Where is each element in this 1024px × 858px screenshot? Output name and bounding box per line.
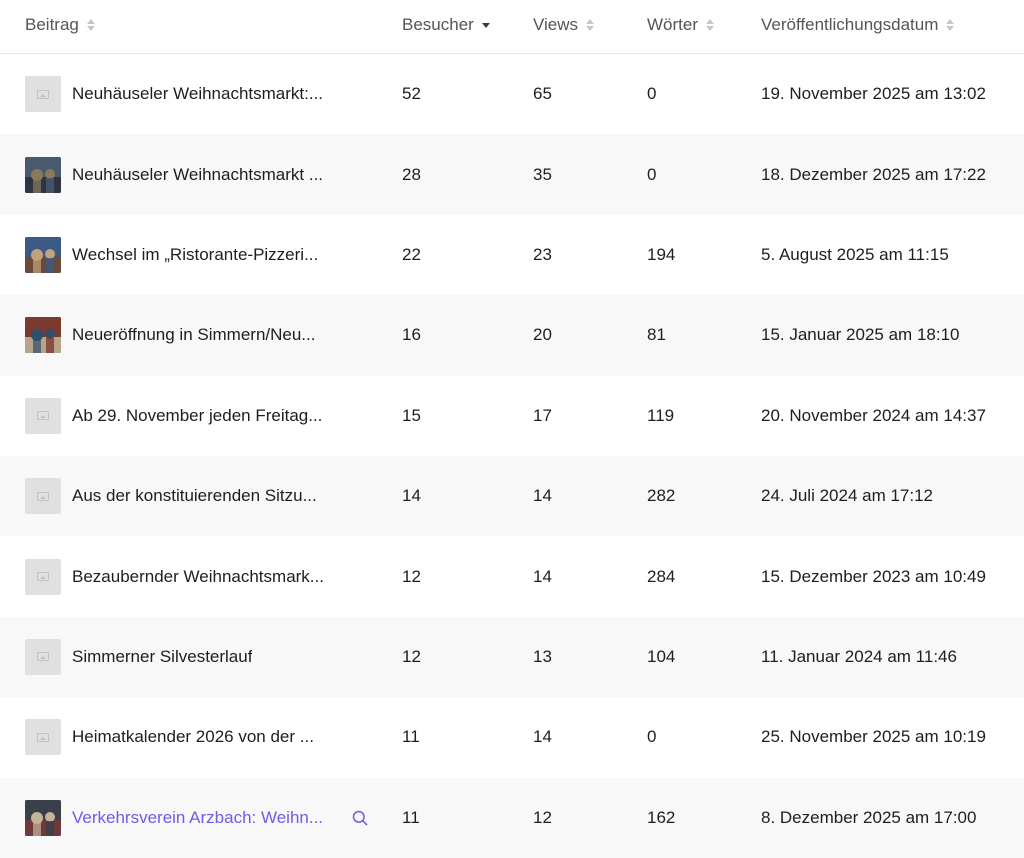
column-header-words-label: Wörter [647,15,698,34]
image-placeholder-icon [25,76,61,112]
post-thumbnail [25,157,61,193]
visitors-value: 11 [402,807,420,827]
table-row[interactable] [0,617,1024,697]
views-value: 35 [533,164,552,184]
publish-date: 15. Dezember 2023 am 10:49 [761,566,986,586]
publish-date: 24. Juli 2024 am 17:12 [761,486,934,506]
sort-icon [706,19,714,31]
column-header-post-label: Beitrag [25,15,79,34]
column-header-post[interactable] [25,15,95,35]
column-header-visitors[interactable] [402,15,490,35]
image-placeholder-icon [25,719,61,755]
visitors-value: 16 [402,325,421,345]
post-title-link[interactable]: Wechsel im „Ristorante-Pizzeri... [72,244,319,264]
visitors-value: 52 [402,84,421,104]
words-value: 0 [647,727,657,747]
words-value: 284 [647,566,676,586]
image-placeholder-icon [25,478,61,514]
visitors-value: 22 [402,244,421,264]
column-header-words[interactable] [647,15,714,35]
views-value: 20 [533,325,552,345]
publish-date: 19. November 2025 am 13:02 [761,84,986,104]
image-placeholder-icon [25,559,61,595]
table-row[interactable] [0,536,1024,616]
views-value: 14 [533,566,552,586]
words-value: 194 [647,244,676,264]
table-row[interactable] [0,697,1024,777]
post-title-link[interactable]: Ab 29. November jeden Freitag... [72,405,323,425]
column-header-visitors-label: Besucher [402,15,474,34]
words-value: 0 [647,84,657,104]
post-title-link[interactable]: Neuhäuseler Weihnachtsmarkt:... [72,84,324,104]
publish-date: 15. Januar 2025 am 18:10 [761,325,960,345]
table-body [0,54,1024,858]
column-header-views-label: Views [533,15,579,34]
table-row[interactable] [0,134,1024,214]
sort-icon [946,19,954,31]
views-value: 17 [533,405,552,425]
column-header-views[interactable] [533,15,594,35]
sort-icon [87,19,95,31]
table-row[interactable] [0,54,1024,134]
column-header-date[interactable] [761,15,954,35]
views-value: 12 [533,807,552,827]
publish-date: 8. Dezember 2025 am 17:00 [761,807,977,827]
post-thumbnail [25,800,61,836]
visitors-value: 28 [402,164,421,184]
words-value: 119 [647,405,675,425]
table-header [0,0,1024,54]
publish-date: 11. Januar 2024 am 11:46 [761,646,957,666]
table-row[interactable] [0,778,1024,858]
words-value: 104 [647,646,676,666]
words-value: 81 [647,325,666,345]
image-placeholder-icon [25,639,61,675]
post-title-link[interactable]: Verkehrsverein Arzbach: Weihn... [72,807,324,827]
words-value: 282 [647,486,676,506]
views-value: 14 [533,486,552,506]
post-title-link[interactable]: Heimatkalender 2026 von der ... [72,727,314,747]
column-header-date-label: Veröffentlichungsdatum [761,15,939,34]
table-row[interactable] [0,215,1024,295]
sort-descending-icon [482,23,490,28]
visitors-value: 12 [402,566,421,586]
publish-date: 5. August 2025 am 11:15 [761,244,949,264]
post-title-link[interactable]: Neueröffnung in Simmern/Neu... [72,325,316,345]
words-value: 0 [647,164,657,184]
views-value: 65 [533,84,552,104]
search-icon[interactable] [352,810,368,826]
image-placeholder-icon [25,398,61,434]
table-row[interactable] [0,376,1024,456]
table-row[interactable] [0,456,1024,536]
words-value: 162 [647,807,676,827]
post-thumbnail [25,237,61,273]
visitors-value: 14 [402,486,421,506]
visitors-value: 15 [402,405,421,425]
views-value: 23 [533,244,552,264]
views-value: 13 [533,646,552,666]
post-title-link[interactable]: Simmerner Silvesterlauf [72,646,253,666]
views-value: 14 [533,727,552,747]
post-thumbnail [25,317,61,353]
post-title-link[interactable]: Bezaubernder Weihnachtsmark... [72,566,324,586]
visitors-value: 11 [402,727,420,747]
table-row[interactable] [0,295,1024,375]
publish-date: 18. Dezember 2025 am 17:22 [761,164,986,184]
post-title-link[interactable]: Neuhäuseler Weihnachtsmarkt ... [72,164,324,184]
visitors-value: 12 [402,646,421,666]
post-title-link[interactable]: Aus der konstituierenden Sitzu... [72,486,317,506]
publish-date: 25. November 2025 am 10:19 [761,727,986,747]
publish-date: 20. November 2024 am 14:37 [761,405,986,425]
sort-icon [586,19,594,31]
